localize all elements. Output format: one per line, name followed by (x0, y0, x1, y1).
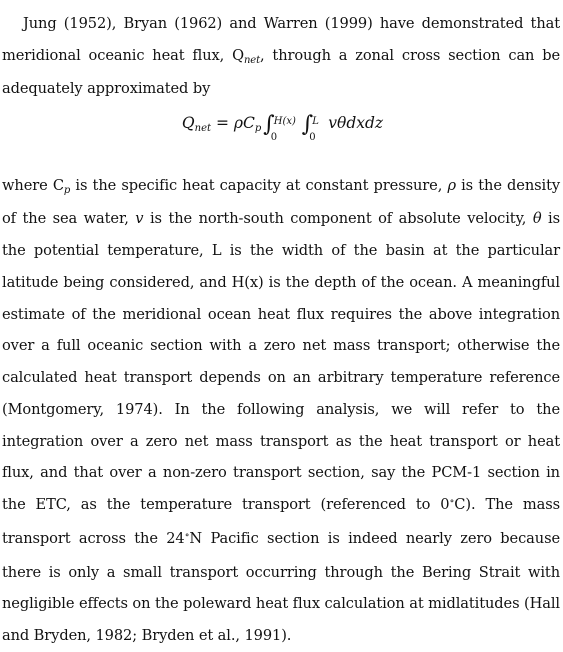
body-text-4: is the north-south component of absolute velocity, (143, 210, 533, 228)
equation-equals: = (215, 114, 229, 132)
lower-limit-outer: 0 (270, 132, 278, 143)
cp-subscript: p (63, 184, 71, 196)
body-text-7: N Pacific section is indeed nearly zero because there is only a small transport occurring through the Bering Strait with negligible effects on the poleward heat flux calculation at midlatitudes (Hall and Bryden, 1982; Bryden et al., 1991). (2, 529, 560, 645)
intro-paragraph (2, 8, 560, 106)
body-paragraph (2, 170, 560, 652)
equation-lhs-subscript: net (194, 123, 212, 134)
body-text-6: C). The mass transport across the 24 (2, 496, 560, 547)
equation-c-subscript: p (254, 123, 262, 134)
upper-limit-inner: L (312, 116, 319, 127)
equation-lhs: Q (181, 114, 195, 132)
equation-integrand: vθdxdz (328, 114, 384, 132)
body-text-5: is the potential temperature, L is the width of the basin at the particular latitude being considered, and H(x) is the depth of the ocean. A meaningful estimate of the meridional ocean heat flux requires the above integration over a full oceanic section with a zero net mass transport; otherwise the calculated heat transport depends on an arbitrary temperature reference (Montgomery, 1974). In the following analysis, we will refer to the integration over a zero net mass transport as the heat transport or heat flux, and that over a non-zero transport section, say the PCM-1 section in the ETC, as the temperature transport (referenced to 0 (2, 210, 561, 514)
degree-symbol-2: ∘ (184, 529, 190, 541)
heat-flux-equation (0, 107, 563, 141)
upper-limit-outer: H(x) (273, 116, 296, 127)
body-text-2: is the specific heat capacity at constant pressure, (70, 176, 448, 194)
theta-symbol: θ (532, 210, 542, 228)
lower-limit-inner: 0 (309, 132, 316, 143)
body-text-3: is the density of the sea water, (2, 176, 560, 228)
rho-symbol: ρ (447, 176, 456, 194)
integral-sign-outer: ∫ (263, 112, 275, 137)
v-symbol: v (135, 210, 144, 228)
body-text-1: where C (2, 176, 64, 194)
integral-sign-inner: ∫ (301, 112, 314, 137)
integral-limits-inner (309, 109, 328, 143)
integral-limits-outer (270, 109, 300, 143)
equation-rho-c: ρC (233, 114, 255, 132)
intro-text-a: Jung (1952), Bryan (1962) and Warren (1999) have demonstrated that meridional oceanic heat flux, Q (2, 14, 560, 64)
degree-symbol-1: ∘ (449, 496, 455, 508)
q-net-subscript: net (243, 54, 261, 66)
intro-text-b: , through a zonal cross section can be adequately approximated by (2, 46, 560, 98)
